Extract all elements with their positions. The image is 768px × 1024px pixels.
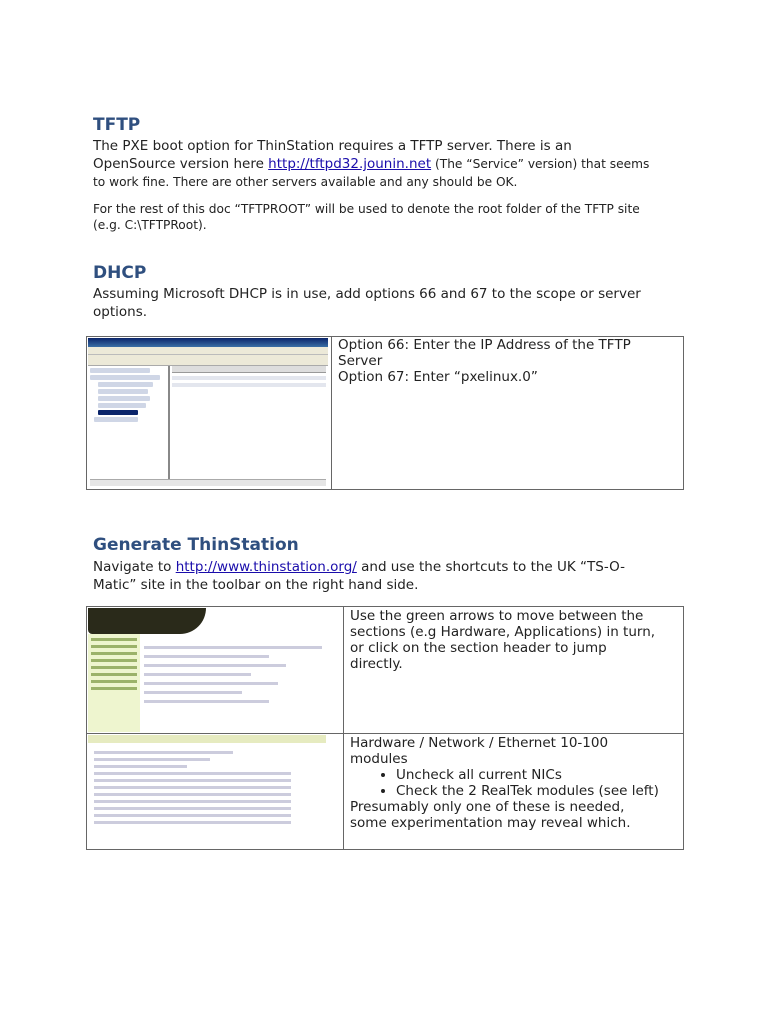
dhcp-options-cell — [332, 337, 684, 490]
row2-line-1: Hardware / Network / Ethernet 10-100 — [350, 735, 609, 751]
generate-heading: Generate ThinStation — [93, 535, 299, 555]
generate-para-line1-pre: Navigate to — [93, 559, 176, 575]
row1-line-4: directly. — [350, 656, 403, 672]
row1-line-3: or click on the section header to jump — [350, 640, 607, 656]
option67-text: Option 67: Enter “pxelinux.0” — [338, 369, 538, 385]
option66-line1: Option 66: Enter the IP Address of the TFTP — [338, 337, 631, 353]
ethernet-instructions-cell — [344, 734, 684, 850]
bullet-uncheck-nics: • Uncheck all current NICs — [396, 767, 677, 783]
dhcp-para-line1: Assuming Microsoft DHCP is in use, add options 66 and 67 to the scope or server — [93, 286, 641, 302]
tftp-para1-line1: The PXE boot option for ThinStation requires a TFTP server. There is an — [93, 138, 572, 154]
generate-para-line1-post: and use the shortcuts to the UK “TS-O- — [356, 559, 625, 575]
dhcp-para-line2: options. — [93, 304, 148, 320]
row2-line-2: modules — [350, 751, 408, 767]
tftp-para1-line2-post: (The “Service” version) that seems — [431, 157, 650, 171]
tsomatic-screenshot-cell — [87, 607, 344, 734]
tsomatic-instructions-cell — [344, 607, 684, 734]
dhcp-paragraph — [93, 285, 733, 321]
dhcp-heading: DHCP — [93, 263, 147, 283]
ethernet-modules-screenshot-cell — [87, 734, 344, 850]
tftp-para1-line3: to work fine. There are other servers available and any should be OK. — [93, 175, 518, 189]
ethernet-modules-screenshot — [88, 735, 326, 848]
dhcp-console-screenshot — [88, 338, 328, 488]
generate-para-line2: Matic” site in the toolbar on the right hand side. — [93, 577, 419, 593]
option66-line2: Server — [338, 353, 383, 369]
generate-paragraph — [93, 558, 733, 594]
tftp-paragraph-1 — [93, 137, 733, 191]
tftp-para2-line1: For the rest of this doc “TFTPROOT” will be used to denote the root folder of the TFTP site — [93, 202, 640, 216]
dhcp-table — [86, 336, 684, 490]
tsomatic-start-screenshot — [88, 608, 326, 732]
tftpd32-link[interactable]: http://tftpd32.jounin.net — [268, 156, 432, 172]
row2-line-3: Presumably only one of these is needed, — [350, 799, 625, 815]
row1-line-2: sections (e.g Hardware, Applications) in turn, — [350, 624, 656, 640]
bullet-check-realtek: • Check the 2 RealTek modules (see left) — [396, 783, 677, 799]
dhcp-screenshot-cell — [87, 337, 332, 490]
row2-bullet-list — [350, 767, 677, 799]
tftp-para1-line2-pre: OpenSource version here — [93, 156, 269, 172]
tftp-heading: TFTP — [93, 115, 141, 135]
row1-line-1: Use the green arrows to move between the — [350, 608, 644, 624]
generate-table — [86, 606, 684, 850]
tftp-paragraph-2 — [93, 201, 743, 233]
thinstation-link[interactable]: http://www.thinstation.org/ — [175, 559, 357, 575]
tftp-para2-line2: (e.g. C:\TFTPRoot). — [93, 218, 207, 232]
row2-line-4: some experimentation may reveal which. — [350, 815, 631, 831]
